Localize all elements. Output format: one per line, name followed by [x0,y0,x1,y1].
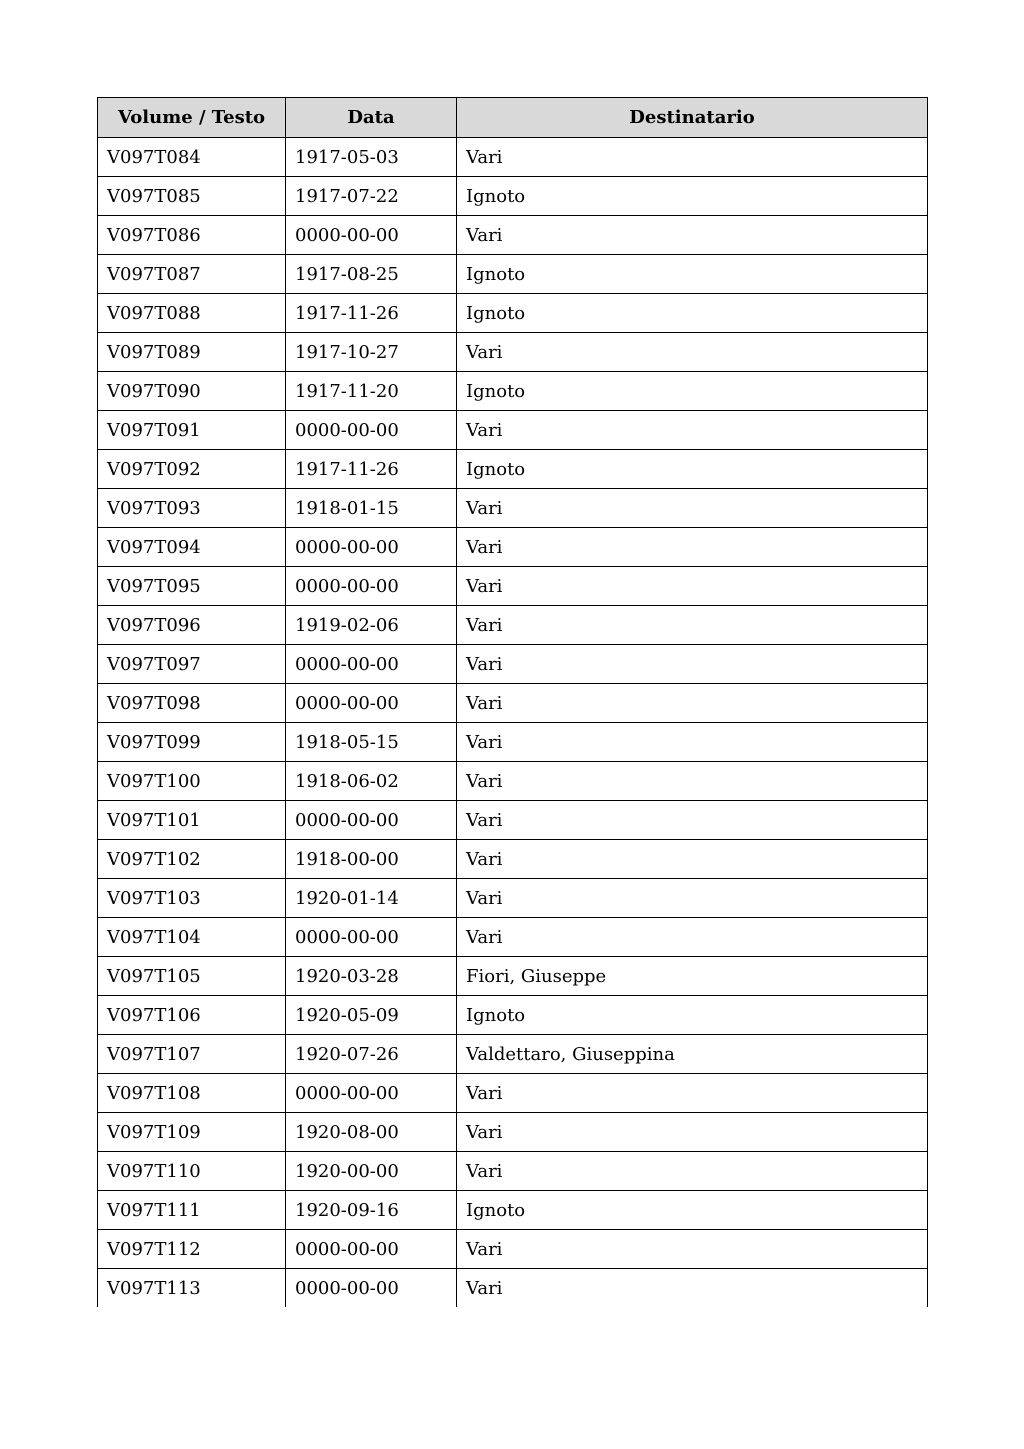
cell-data: 1920-07-26 [286,1035,457,1074]
table-row [98,918,928,957]
cell-destinatario: Vari [457,138,928,177]
cell-data: 0000-00-00 [286,1074,457,1113]
cell-destinatario: Vari [457,645,928,684]
cell-data: 1920-09-16 [286,1191,457,1230]
cell-volume-testo: V097T101 [98,801,286,840]
cell-volume-testo: V097T107 [98,1035,286,1074]
cell-destinatario: Fiori, Giuseppe [457,957,928,996]
cell-destinatario: Vari [457,684,928,723]
cell-data: 1917-08-25 [286,255,457,294]
cell-volume-testo: V097T086 [98,216,286,255]
cell-data: 1920-01-14 [286,879,457,918]
cell-destinatario: Vari [457,879,928,918]
cell-destinatario: Vari [457,1269,928,1308]
cell-destinatario: Vari [457,489,928,528]
table-row [98,216,928,255]
cell-data: 1917-10-27 [286,333,457,372]
cell-data: 1918-05-15 [286,723,457,762]
table-row [98,801,928,840]
cell-volume-testo: V097T095 [98,567,286,606]
header-volume-testo: Volume / Testo [98,98,286,138]
cell-destinatario: Vari [457,840,928,879]
cell-data: 0000-00-00 [286,1269,457,1308]
cell-volume-testo: V097T091 [98,411,286,450]
table-row [98,996,928,1035]
table-row [98,1230,928,1269]
cell-volume-testo: V097T085 [98,177,286,216]
table-row [98,177,928,216]
cell-data: 1917-11-20 [286,372,457,411]
table-row [98,840,928,879]
cell-destinatario: Vari [457,528,928,567]
table-row [98,567,928,606]
cell-destinatario: Ignoto [457,372,928,411]
cell-destinatario: Vari [457,723,928,762]
cell-destinatario: Vari [457,411,928,450]
cell-destinatario: Vari [457,216,928,255]
cell-volume-testo: V097T099 [98,723,286,762]
cell-data: 1918-01-15 [286,489,457,528]
table-row [98,411,928,450]
cell-volume-testo: V097T094 [98,528,286,567]
cell-data: 1918-00-00 [286,840,457,879]
cell-volume-testo: V097T105 [98,957,286,996]
table-row [98,684,928,723]
cell-volume-testo: V097T108 [98,1074,286,1113]
letters-table-container [97,97,927,1307]
cell-volume-testo: V097T089 [98,333,286,372]
cell-destinatario: Valdettaro, Giuseppina [457,1035,928,1074]
table-row [98,879,928,918]
cell-destinatario: Vari [457,1230,928,1269]
cell-data: 1917-11-26 [286,450,457,489]
cell-destinatario: Vari [457,1152,928,1191]
cell-destinatario: Vari [457,1113,928,1152]
cell-destinatario: Vari [457,333,928,372]
cell-volume-testo: V097T093 [98,489,286,528]
cell-destinatario: Ignoto [457,450,928,489]
header-row [98,98,928,138]
cell-volume-testo: V097T098 [98,684,286,723]
cell-volume-testo: V097T092 [98,450,286,489]
cell-volume-testo: V097T096 [98,606,286,645]
table-row [98,1074,928,1113]
cell-data: 0000-00-00 [286,411,457,450]
cell-volume-testo: V097T088 [98,294,286,333]
cell-data: 0000-00-00 [286,645,457,684]
cell-data: 0000-00-00 [286,528,457,567]
cell-destinatario: Vari [457,606,928,645]
table-row [98,1035,928,1074]
cell-destinatario: Vari [457,918,928,957]
table-row [98,1152,928,1191]
cell-destinatario: Vari [457,801,928,840]
cell-data: 0000-00-00 [286,684,457,723]
cell-volume-testo: V097T100 [98,762,286,801]
cell-data: 1918-06-02 [286,762,457,801]
cell-data: 0000-00-00 [286,801,457,840]
cell-volume-testo: V097T109 [98,1113,286,1152]
cell-data: 0000-00-00 [286,918,457,957]
cell-volume-testo: V097T104 [98,918,286,957]
cell-volume-testo: V097T084 [98,138,286,177]
cell-destinatario: Ignoto [457,996,928,1035]
cell-volume-testo: V097T102 [98,840,286,879]
cell-destinatario: Vari [457,567,928,606]
table-row [98,1113,928,1152]
table-row [98,1269,928,1308]
table-row [98,450,928,489]
table-row [98,645,928,684]
table-row [98,333,928,372]
header-data: Data [286,98,457,138]
table-row [98,372,928,411]
cell-destinatario: Vari [457,1074,928,1113]
cell-data: 0000-00-00 [286,567,457,606]
table-row [98,294,928,333]
cell-data: 1920-05-09 [286,996,457,1035]
cell-destinatario: Ignoto [457,255,928,294]
table-body [98,138,928,1308]
cell-destinatario: Vari [457,762,928,801]
table-row [98,138,928,177]
cell-volume-testo: V097T087 [98,255,286,294]
table-row [98,528,928,567]
cell-data: 1920-00-00 [286,1152,457,1191]
cell-destinatario: Ignoto [457,1191,928,1230]
table-row [98,255,928,294]
cell-data: 1920-03-28 [286,957,457,996]
cell-volume-testo: V097T111 [98,1191,286,1230]
table-header [98,98,928,138]
table-row [98,723,928,762]
cell-data: 1917-07-22 [286,177,457,216]
letters-table [97,97,928,1307]
cell-data: 1920-08-00 [286,1113,457,1152]
cell-volume-testo: V097T112 [98,1230,286,1269]
cell-volume-testo: V097T097 [98,645,286,684]
table-row [98,489,928,528]
cell-volume-testo: V097T113 [98,1269,286,1308]
table-row [98,1191,928,1230]
cell-volume-testo: V097T090 [98,372,286,411]
cell-data: 1917-05-03 [286,138,457,177]
cell-volume-testo: V097T106 [98,996,286,1035]
cell-data: 0000-00-00 [286,216,457,255]
header-destinatario: Destinatario [457,98,928,138]
table-row [98,606,928,645]
cell-volume-testo: V097T110 [98,1152,286,1191]
cell-destinatario: Ignoto [457,177,928,216]
table-row [98,762,928,801]
cell-data: 1919-02-06 [286,606,457,645]
cell-volume-testo: V097T103 [98,879,286,918]
cell-destinatario: Ignoto [457,294,928,333]
cell-data: 1917-11-26 [286,294,457,333]
table-row [98,957,928,996]
cell-data: 0000-00-00 [286,1230,457,1269]
